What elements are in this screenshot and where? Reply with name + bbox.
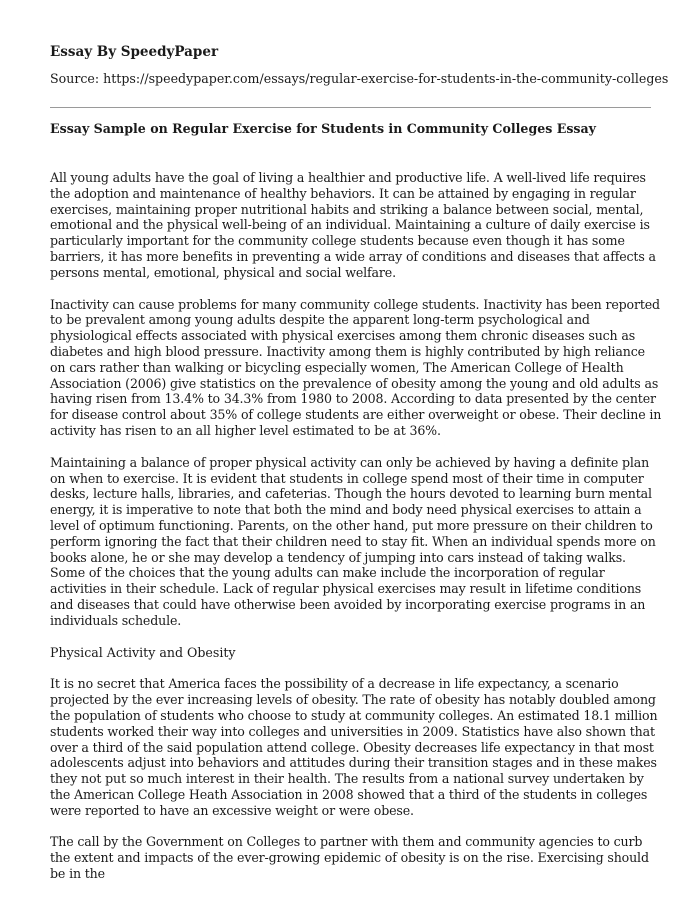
document-header-title: Essay By SpeedyPaper xyxy=(50,44,219,60)
paragraph-1: All young adults have the goal of living a healthier and productive life. A well-lived life requires the adoption and maintenance of healthy behaviors. It can be attained by engaging in regular exercises, maintaining proper nutritional habits and striking a balance between social, mental, emotional and the physical well-being of an individual. Maintaining a culture of daily exercise is particularly important for the community college students because even though it has some barriers, it has more benefits in preventing a wide array of conditions and diseases that affects a persons mental, emotional, physical and social welfare. xyxy=(50,170,656,280)
section-subheading: Physical Activity and Obesity xyxy=(50,644,236,660)
essay-body xyxy=(50,170,662,898)
paragraph-4: It is no secret that America faces the possibility of a decrease in life expectancy, a scenario projected by the ever increasing levels of obesity. The rate of obesity has notably doubled among the population of students who choose to study at community colleges. An estimated 18.1 million students worked their way into colleges and universities in 2009. Statistics have also shown that over a third of the said population attend college. Obesity decreases life expectancy in that most adolescents adjust into behaviors and attitudes during their transition stages and in these makes they not put so much interest in their health. The results from a national survey undertaken by the American College Heath Association in 2008 showed that a third of the students in colleges were reported to have an excessive weight or were obese. xyxy=(50,676,658,818)
source-url-link[interactable]: https://speedypaper.com/essays/regular-exercise-for-students-in-the-community-colleges xyxy=(103,71,669,86)
source-line xyxy=(50,71,668,86)
paragraph-2: Inactivity can cause problems for many community college students. Inactivity has been reported to be prevalent among young adults despite the apparent long-term psychological and physiological effects associated with physical exercises among them chronic diseases such as diabetes and high blood pressure. Inactivity among them is highly contributed by high reliance on cars rather than walking or bicycling especially women, The American College of Health Association (2006) give statistics on the prevalence of obesity among the young and old adults as having risen from 13.4% to 34.3% from 1980 to 2008. According to data presented by the center for disease control about 35% of college students are either overweight or obese. Their decline in activity has risen to an all higher level estimated to be at 36%. xyxy=(50,296,662,438)
paragraph-3: Maintaining a balance of proper physical activity can only be achieved by having a definite plan on when to exercise. It is evident that students in college spend most of their time in computer desks, lecture halls, libraries, and cafeterias. Though the hours devoted to learning burn mental energy, it is imperative to note that both the mind and body need physical exercises to attain a level of optimum functioning. Parents, on the other hand, put more pressure on their children to perform ignoring the fact that their children need to stay fit. When an individual spends more on books alone, he or she may develop a tendency of jumping into cars instead of taking walks. Some of the choices that the young adults can make include the incorporation of regular activities in their schedule. Lack of regular physical exercises may result in lifetime conditions and diseases that could have otherwise been avoided by incorporating exercise programs in an individuals schedule. xyxy=(50,454,656,628)
source-label: Source: xyxy=(50,71,100,86)
essay-title: Essay Sample on Regular Exercise for Students in Community Colleges Essay xyxy=(50,121,596,136)
paragraph-5: The call by the Government on Colleges to partner with them and community agencies to curb the extent and impacts of the ever-growing epidemic of obesity is on the rise. Exercising should be in the xyxy=(50,834,649,882)
header-divider xyxy=(50,107,651,108)
